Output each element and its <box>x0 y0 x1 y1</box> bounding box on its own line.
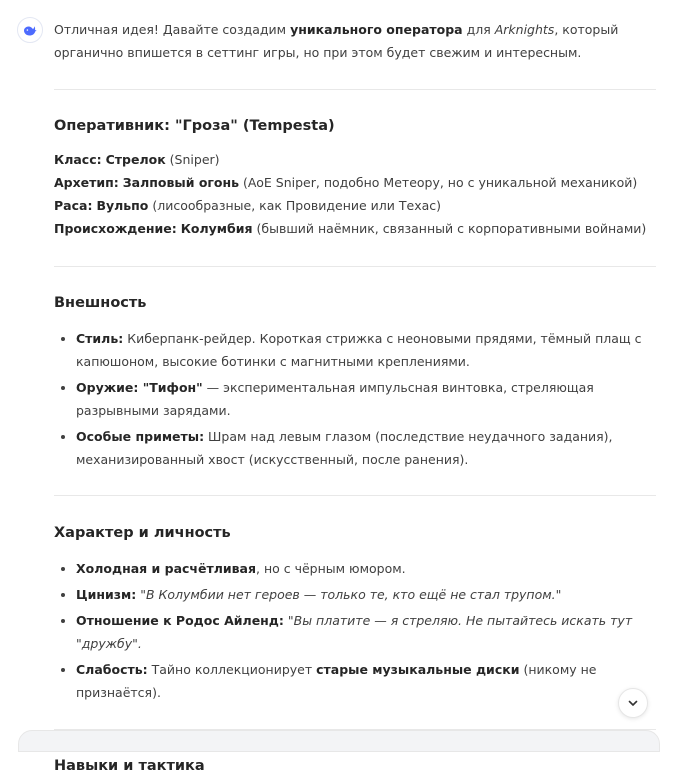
field-value: Колумбия <box>180 221 253 236</box>
intro-text: Отличная идея! Давайте создадим <box>54 22 291 37</box>
item-text: Киберпанк-рейдер. Короткая стрижка с неоновыми прядями, тёмный плащ с капюшоном, высокие ботинки с магнитными креплениями. <box>76 331 642 369</box>
appearance-heading: Внешность <box>54 295 147 311</box>
list-item <box>76 425 656 471</box>
operator-info <box>54 148 656 240</box>
field-label: Архетип: <box>54 175 119 190</box>
message-input-box[interactable] <box>18 730 660 752</box>
field-note: (Sniper) <box>165 152 220 167</box>
section-divider <box>54 495 656 496</box>
item-label: Слабость: <box>76 662 148 677</box>
character-list <box>54 557 656 704</box>
field-value: Стрелок <box>105 152 166 167</box>
section-divider <box>54 89 656 90</box>
list-item <box>76 327 656 373</box>
item-label: Цинизм: <box>76 587 137 602</box>
intro-paragraph <box>54 18 656 64</box>
list-item <box>76 557 656 580</box>
list-item <box>76 609 656 655</box>
intro-text: , который органично впишется в сеттинг игры, но при этом будет свежим и интересным. <box>54 22 619 60</box>
field-label: Класс: <box>54 152 102 167</box>
skills-heading: Навыки и тактика <box>54 758 205 774</box>
item-bold: старые музыкальные диски <box>316 662 520 677</box>
item-label: Холодная и расчётливая <box>76 561 257 576</box>
character-heading: Характер и личность <box>54 525 231 541</box>
operator-race-row <box>54 194 656 217</box>
field-note: (лисообразные, как Провидение или Техас) <box>148 198 442 213</box>
item-label: Оружие: "Тифон" <box>76 380 203 395</box>
item-text: Тайно коллекционирует <box>147 662 317 677</box>
operator-class-row <box>54 148 656 171</box>
field-value: Вульпо <box>96 198 149 213</box>
item-label: Особые приметы: <box>76 429 205 444</box>
appearance-list <box>54 327 656 471</box>
item-text: — экспериментальная импульсная винтовка, стреляющая разрывными зарядами. <box>76 380 594 418</box>
field-label: Происхождение: <box>54 221 177 236</box>
field-value: Залповый огонь <box>122 175 240 190</box>
item-label: Отношение к Родос Айленд: <box>76 613 284 628</box>
scroll-to-bottom-button[interactable] <box>618 688 648 718</box>
item-text: Шрам над левым глазом (последствие неудачного задания), механизированный хвост (искусственный, после ранения). <box>76 429 613 467</box>
intro-bold: уникального оператора <box>290 22 463 37</box>
intro-game-name: Arknights <box>494 22 555 37</box>
item-quote: "Вы платите — я стреляю. Не пытайтесь искать тут "дружбу". <box>76 613 633 651</box>
list-item <box>76 658 656 704</box>
item-quote: "В Колумбии нет героев — только те, кто ещё не стал трупом." <box>140 587 562 602</box>
field-note: (бывший наёмник, связанный с корпоративными войнами) <box>252 221 647 236</box>
deepseek-whale-icon <box>22 22 38 38</box>
field-note: (AoE Sniper, подобно Метеору, но с уникальной механикой) <box>239 175 638 190</box>
list-item <box>76 583 656 606</box>
chevron-down-icon <box>627 697 639 709</box>
item-text: , но с чёрным юмором. <box>256 561 406 576</box>
operator-archetype-row <box>54 171 656 194</box>
item-label: Стиль: <box>76 331 124 346</box>
operator-heading: Оперативник: "Гроза" (Tempesta) <box>54 118 335 134</box>
list-item <box>76 376 656 422</box>
assistant-avatar <box>17 17 43 43</box>
section-divider <box>54 266 656 267</box>
assistant-message <box>54 18 656 776</box>
operator-origin-row <box>54 217 656 240</box>
field-label: Раса: <box>54 198 93 213</box>
intro-text: для <box>462 22 495 37</box>
item-text: (никому не признаётся). <box>76 662 597 700</box>
